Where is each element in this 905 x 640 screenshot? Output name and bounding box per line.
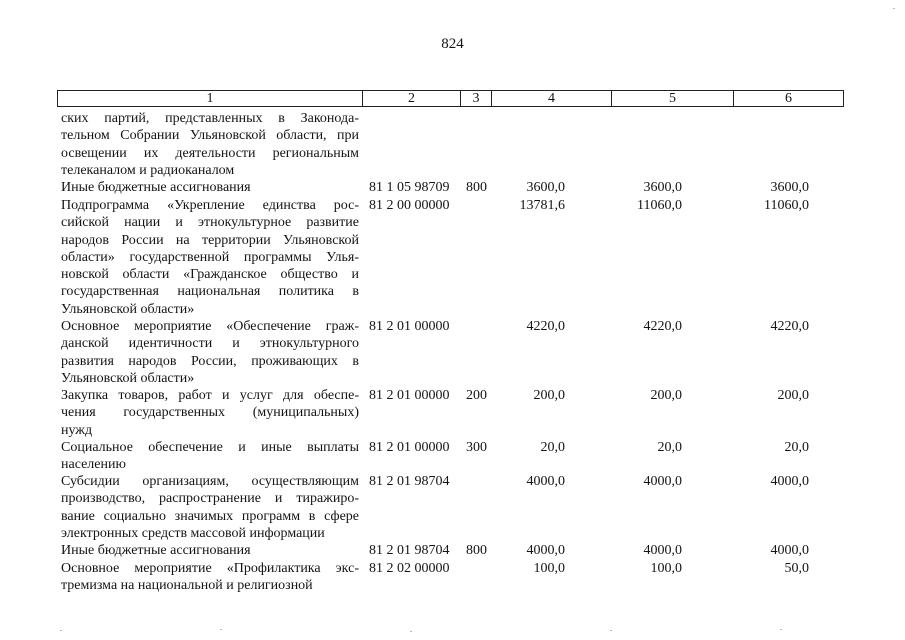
cell-value-col5: 11060,0 — [637, 198, 682, 213]
cell-expense-type: 200 — [466, 388, 487, 403]
cell-value-col6: 50,0 — [784, 561, 809, 576]
description-line: освещении их деятельности региональным — [61, 145, 359, 161]
cell-value-col5: 3600,0 — [643, 180, 682, 195]
description-line: Основное мероприятие «Обеспечение граж- — [61, 319, 359, 334]
row-description — [61, 542, 359, 559]
header-col-5: 5 — [611, 90, 734, 107]
description-line: Ульяновской области» — [61, 301, 195, 317]
cell-value-col4: 3600,0 — [526, 180, 565, 195]
description-line: чения государственных (муниципальных) — [61, 405, 359, 421]
row-description — [61, 197, 359, 318]
description-line: Иные бюджетные ассигнования — [61, 180, 251, 195]
cell-value-col6: 3600,0 — [770, 180, 809, 195]
description-line: населению — [61, 457, 126, 473]
description-line: Основное мероприятие «Профилактика экс- — [61, 561, 359, 576]
row-description — [61, 318, 359, 387]
header-col-2: 2 — [362, 90, 461, 107]
row-description — [61, 387, 359, 439]
description-line: вание социально значимых программ в сфере — [61, 508, 359, 524]
header-col-4: 4 — [491, 90, 612, 107]
header-col-6: 6 — [733, 90, 844, 107]
cell-value-col4: 200,0 — [533, 388, 565, 403]
row-description — [61, 439, 359, 474]
cell-value-col4: 4000,0 — [526, 543, 565, 558]
description-line: народов России на территории Ульяновской — [61, 232, 359, 248]
cell-value-col4: 100,0 — [533, 561, 565, 576]
description-line: данской идентичности и этнокультурного — [61, 336, 359, 352]
description-line: Социальное обеспечение и иные выплаты — [61, 440, 359, 455]
cell-code: 81 2 01 00000 — [369, 319, 450, 334]
cell-expense-type: 800 — [466, 543, 487, 558]
row-description — [61, 179, 359, 196]
cell-value-col6: 4000,0 — [770, 474, 809, 489]
description-line: новской области «Гражданское общество и — [61, 267, 359, 283]
page-number: 824 — [441, 36, 464, 52]
row-description — [61, 110, 359, 179]
scan-speck — [60, 630, 62, 631]
cell-value-col5: 100,0 — [650, 561, 682, 576]
description-line: телеканалом и радиоканалом — [61, 162, 235, 178]
scan-speck — [220, 629, 222, 630]
description-line: производство, распространение и тиражиро- — [61, 491, 359, 507]
cell-value-col5: 200,0 — [650, 388, 682, 403]
description-line: тельном Собрании Ульяновской области, при — [61, 128, 359, 144]
cell-value-col4: 13781,6 — [519, 198, 565, 213]
cell-value-col5: 4000,0 — [643, 474, 682, 489]
cell-value-col4: 20,0 — [540, 440, 565, 455]
cell-code: 81 2 01 98704 — [369, 474, 450, 489]
description-line: сийской нации и этнокультурное развитие — [61, 215, 359, 231]
header-col-3: 3 — [460, 90, 492, 107]
cell-value-col6: 200,0 — [777, 388, 809, 403]
row-description — [61, 560, 359, 595]
description-line: Иные бюджетные ассигнования — [61, 543, 251, 558]
cell-value-col6: 4000,0 — [770, 543, 809, 558]
description-line: тремизма на национальной и религиозной — [61, 578, 313, 594]
description-line: развития народов России, проживающих в — [61, 353, 359, 369]
cell-code: 81 2 01 00000 — [369, 388, 450, 403]
cell-code: 81 2 00 00000 — [369, 198, 450, 213]
description-line: государственная национальная политика в — [61, 284, 359, 300]
description-line: Ульяновской области» — [61, 370, 195, 386]
cell-value-col4: 4000,0 — [526, 474, 565, 489]
cell-value-col5: 4220,0 — [643, 319, 682, 334]
scan-speck — [410, 631, 412, 632]
cell-value-col6: 4220,0 — [770, 319, 809, 334]
description-line: электронных средств массовой информации — [61, 525, 325, 541]
cell-expense-type: 300 — [466, 440, 487, 455]
table-header — [57, 90, 844, 108]
cell-value-col6: 11060,0 — [764, 198, 809, 213]
cell-value-col6: 20,0 — [784, 440, 809, 455]
row-description — [61, 473, 359, 542]
description-line: ских партий, представленных в Законода- — [61, 111, 359, 126]
cell-code: 81 1 05 98709 — [369, 180, 450, 195]
header-col-1: 1 — [57, 90, 363, 107]
cell-code: 81 2 01 98704 — [369, 543, 450, 558]
description-line: нужд — [61, 422, 93, 438]
cell-code: 81 2 02 00000 — [369, 561, 450, 576]
cell-value-col5: 20,0 — [657, 440, 682, 455]
description-line: Закупка товаров, работ и услуг для обеспе- — [61, 388, 359, 403]
scan-speck — [780, 629, 782, 630]
cell-value-col5: 4000,0 — [643, 543, 682, 558]
cell-expense-type: 800 — [466, 180, 487, 195]
scan-speck — [610, 630, 612, 631]
description-line: области» государственной программы Улья- — [61, 249, 359, 265]
scan-speck — [893, 8, 895, 9]
cell-value-col4: 4220,0 — [526, 319, 565, 334]
cell-code: 81 2 01 00000 — [369, 440, 450, 455]
description-line: Субсидии организациям, осуществляющим — [61, 474, 359, 489]
description-line: Подпрограмма «Укрепление единства рос- — [61, 198, 359, 213]
